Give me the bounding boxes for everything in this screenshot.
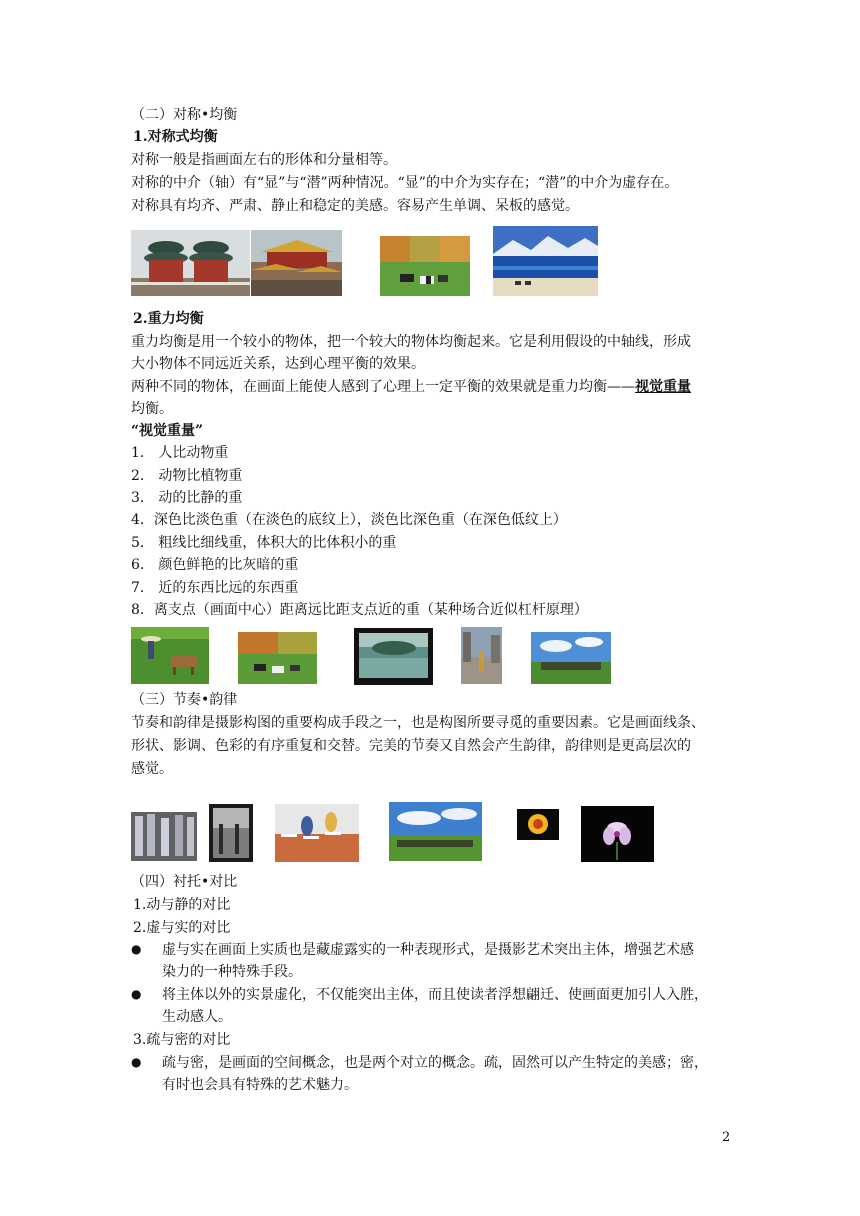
list-item: 1． 人比动物重 bbox=[131, 445, 229, 461]
bullet-text: 染力的一种特殊手段。 bbox=[162, 964, 302, 980]
cattle-sky-photo-icon bbox=[531, 632, 611, 684]
cows-meadow-photo-icon bbox=[380, 236, 470, 296]
list-item: 6． 颜色鲜艳的比灰暗的重 bbox=[131, 557, 299, 573]
paragraph: 重力均衡是用一个较小的物体，把一个较大的物体均衡起来。它是利用假设的中轴线，形成 bbox=[131, 334, 691, 350]
subheading: 2.虚与实的对比 bbox=[133, 920, 231, 936]
subheading: 3.疏与密的对比 bbox=[133, 1032, 231, 1048]
subheading: 1.动与静的对比 bbox=[133, 897, 231, 913]
list-item: 4．深色比淡色重（在淡色的底纹上），淡色比深色重（在深色低纹上） bbox=[131, 512, 567, 528]
section-heading: （三）节奏•韵律 bbox=[131, 692, 238, 708]
page-number: 2 bbox=[722, 1130, 731, 1145]
temple-photo-icon bbox=[131, 230, 250, 296]
paragraph: 形状、影调、色彩的有序重复和交替。完美的节奏又自然会产生韵律，韵律则是更高层次的 bbox=[131, 738, 691, 754]
bullet-text: 疏与密，是画面的空间概念，也是两个对立的概念。疏，固然可以产生特定的美感；密， bbox=[162, 1055, 708, 1071]
bullet-icon: ● bbox=[131, 1055, 142, 1069]
bullet-icon: ● bbox=[131, 942, 142, 956]
paragraph: 均衡。 bbox=[131, 401, 173, 417]
subheading: 1.对称式均衡 bbox=[133, 129, 218, 145]
list-item: 2． 动物比植物重 bbox=[131, 468, 243, 484]
bullet-text: 将主体以外的实景虚化，不仅能突出主体，而且使读者浮想翩迁、使画面更加引人入胜， bbox=[162, 987, 708, 1003]
section-heading: （二）对称•均衡 bbox=[131, 107, 238, 123]
paragraph: 对称具有均齐、严肃、静止和稳定的美感。容易产生单调、呆板的感觉。 bbox=[131, 198, 579, 214]
paragraph: 大小物体不同远近关系，达到心理平衡的效果。 bbox=[131, 356, 425, 372]
orchid-photo-icon bbox=[581, 806, 654, 862]
list-title: “视觉重量” bbox=[131, 423, 204, 439]
bullet-text: 虚与实在画面上实质也是藏虚露实的一种表现形式，是摄影艺术突出主体，增强艺术感 bbox=[162, 942, 694, 958]
hurdles-photo-icon bbox=[275, 804, 359, 862]
paragraph: 节奏和韵律是摄影构图的重要构成手段之一，也是构图所要寻觅的重要因素。它是画面线条、 bbox=[131, 715, 705, 731]
paragraph: 感觉。 bbox=[131, 761, 173, 777]
section-heading: （四）衬托•对比 bbox=[131, 874, 238, 890]
farmer-cow-photo-icon bbox=[131, 627, 209, 684]
paragraph bbox=[131, 377, 691, 397]
list-item: 3． 动的比静的重 bbox=[131, 490, 243, 506]
mountain-lake-photo-icon bbox=[493, 226, 598, 296]
yellow-flower-photo-icon bbox=[517, 809, 559, 840]
grassland-photo-icon bbox=[389, 802, 482, 861]
list-item: 7． 近的东西比远的东西重 bbox=[131, 580, 299, 596]
bullet-text: 有时也会具有特殊的艺术魅力。 bbox=[162, 1077, 358, 1093]
bw-street-photo-icon bbox=[209, 804, 253, 862]
forbidden-city-photo-icon bbox=[251, 230, 342, 296]
street-photo-icon bbox=[461, 627, 502, 684]
wisteria-photo-icon bbox=[131, 812, 197, 861]
list-item: 8．离支点（画面中心）距离远比距支点近的重（某种场合近似杠杆原理） bbox=[131, 602, 588, 618]
paragraph: 对称一般是指画面左右的形体和分量相等。 bbox=[131, 152, 397, 168]
paragraph: 对称的中介（轴）有“显”与“潜”两种情况。“显”的中介为实存在；“潜”的中介为虚存在。 bbox=[131, 175, 679, 191]
subheading: 2.重力均衡 bbox=[133, 311, 204, 327]
lake-tv-photo-icon bbox=[354, 628, 433, 685]
list-item: 5． 粗线比细线重，体积大的比体积小的重 bbox=[131, 535, 397, 551]
bullet-icon: ● bbox=[131, 987, 142, 1001]
bullet-text: 生动感人。 bbox=[162, 1009, 232, 1025]
paragraph-text: 两种不同的物体，在画面上能使人感到了心理上一定平衡的效果就是重力均衡—— bbox=[131, 379, 635, 395]
emphasis-term: 视觉重量 bbox=[635, 379, 691, 395]
cows-field-photo-icon bbox=[238, 632, 317, 684]
